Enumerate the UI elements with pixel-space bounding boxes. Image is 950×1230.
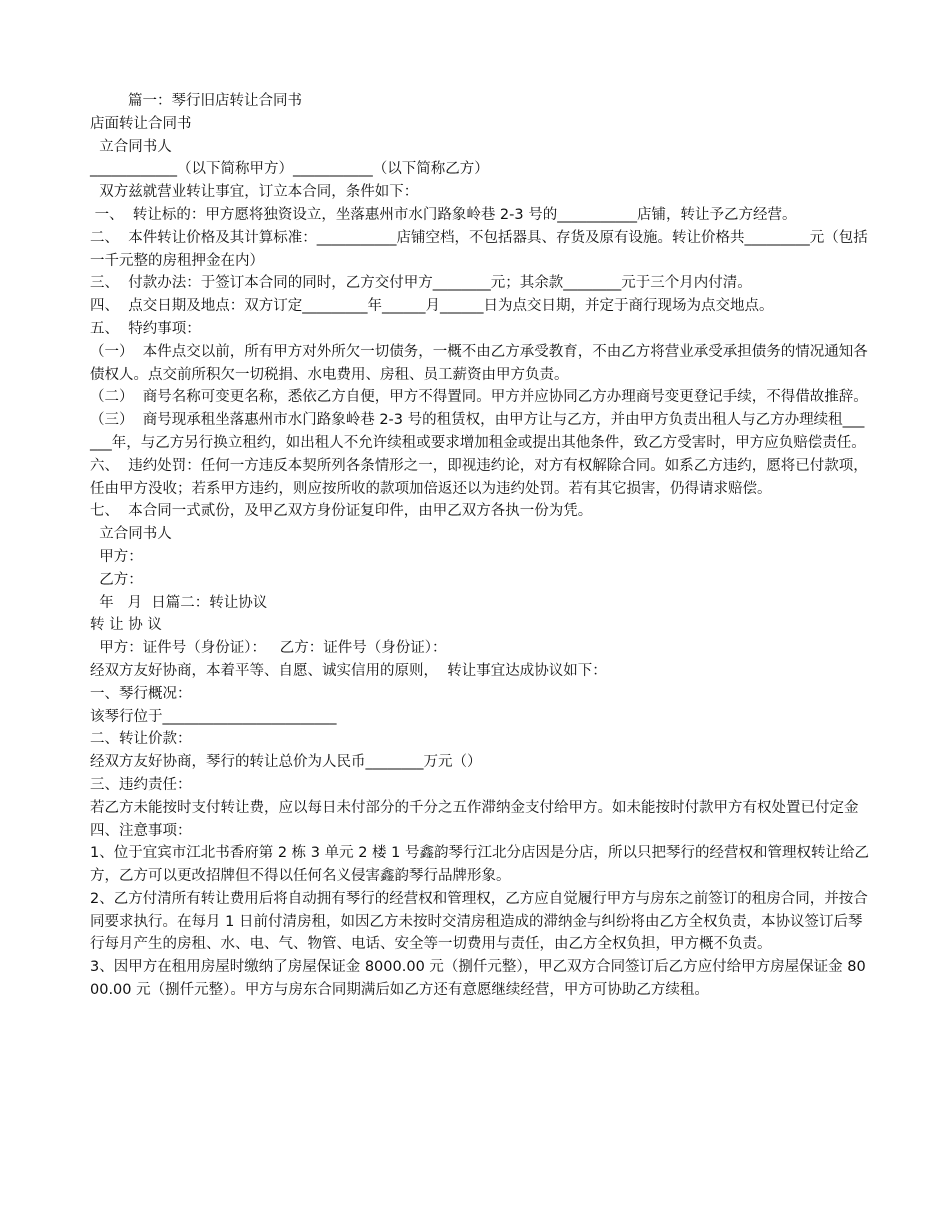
clause-4: 四、 点交日期及地点：双方订定_________年______月______日为点交日期，并定于商行现场为点交地点。 — [90, 298, 774, 315]
text-line: 该琴行位于________________________ — [90, 708, 337, 725]
note-item: 1、位于宜宾市江北书香府第 2 栋 3 单元 2 楼 1 号鑫韵琴行江北分店因是分店，所以只把琴行的经营权和管理权转让给乙方，乙方可以更改招牌但不得以任何名义侵害鑫韵琴行品牌形象。 — [90, 845, 869, 885]
document-page — [90, 90, 870, 1002]
note-item: 2、乙方付清所有转让费用后将自动拥有琴行的经营权和管理权，乙方应自觉履行甲方与房东之前签订的租房合同，并按合同要求执行。在每月 1 日前付清房租，如因乙方未按时交清房租造成的滞纳金与纠纷将由乙方全权负责，本协议签订后琴行每月产生的房租、水、电、气、物管、电话、安全等一切费用与责任，由乙方全权负担，甲方概不负责。 — [90, 890, 868, 953]
text-line: 立合同书人 — [90, 138, 172, 155]
note-item: 3、因甲方在租用房屋时缴纳了房屋保证金 8000.00 元（捌仟元整），甲乙双方合同签订后乙方应付给甲方房屋保证金 8000.00 元（捌仟元整）。甲方与房东合同期满后如乙方还有意愿继续经营，甲方可协助乙方续租。 — [90, 959, 866, 999]
section-heading: 三、违约责任： — [90, 776, 192, 793]
clause-6: 六、 违约处罚：任何一方违反本契所列各条情形之一，即视违约论，对方有权解除合同。如系乙方违约，愿将已付款项，任由甲方没收；若系甲方违约，则应按所收的款项加倍返还以为违约处罚。若有其它损害，仍得请求赔偿。 — [90, 457, 868, 497]
agreement-title: 转 让 协 议 — [90, 617, 162, 634]
subclause-1: （一） 本件点交以前，所有甲方对外所欠一切债务，一概不由乙方承受教育，不由乙方将营业承受承担债务的情况通知各债权人。点交前所积欠一切税捐、水电费用、房租、员工薪资由甲方负责。 — [90, 343, 868, 383]
clause-2: 二、 本件转让价格及其计算标准：___________店铺空档，不包括器具、存货及原有设施。转让价格共_________元（包括一千元整的房租押金在内） — [90, 229, 868, 269]
section-heading: 四、注意事项： — [90, 822, 192, 839]
section-heading: 二、转让价款： — [90, 731, 192, 748]
clause-5: 五、 特约事项： — [90, 320, 201, 337]
clause-3: 三、 付款办法：于签订本合同的同时，乙方交付甲方________元；其余款________元于三个月内付清。 — [90, 275, 752, 292]
contract-title: 店面转让合同书 — [90, 115, 192, 132]
text-line: 经双方友好协商，琴行的转让总价为人民币________万元（） — [90, 754, 482, 771]
clause-1: 一、 转让标的：甲方愿将独资设立，坐落惠州市水门路象岭巷 2-3 号的___________店铺，转让予乙方经营。 — [90, 206, 797, 223]
date-line: 年 月 日篇二：转让协议 — [90, 594, 268, 611]
signature-line: 立合同书人 — [90, 526, 172, 543]
text-line: 若乙方未能按时支付转让费，应以每日未付部分的千分之五作滞纳金支付给甲方。如未能按时付款甲方有权处置已付定金 — [90, 799, 859, 816]
text-line: 甲方：证件号（身份证）： 乙方：证件号（身份证）： — [90, 640, 447, 657]
section-heading: 一、琴行概况： — [90, 685, 192, 702]
clause-7: 七、 本合同一式贰份，及甲乙双方身份证复印件，由甲乙双方各执一份为凭。 — [90, 503, 593, 520]
subclause-3: （三） 商号现承租坐落惠州市水门路象岭巷 2-3 号的租赁权，由甲方让与乙方，并由甲方负责出租人与乙方办理续租______年，与乙方另行换立租约，如出租人不允许续租或要求增加租金或提出其他条件，致乙方受害时，甲方应负赔偿责任。 — [90, 412, 866, 451]
text-line: 经双方友好协商，本着平等、自愿、诚实信用的原则， 转让事宜达成协议如下： — [90, 662, 607, 679]
text-line: ____________（以下简称甲方）___________（以下简称乙方） — [90, 161, 489, 178]
section-title: 篇一：琴行旧店转让合同书 — [128, 93, 302, 109]
signature-line: 甲方： — [90, 548, 143, 565]
subclause-2: （二） 商号名称可变更名称，悉依乙方自便，甲方不得置同。甲方并应协同乙方办理商号变更登记手续，不得借故推辞。 — [90, 389, 868, 406]
signature-line: 乙方： — [90, 571, 143, 588]
text-line: 双方兹就营业转让事宜，订立本合同，条件如下： — [90, 184, 419, 201]
